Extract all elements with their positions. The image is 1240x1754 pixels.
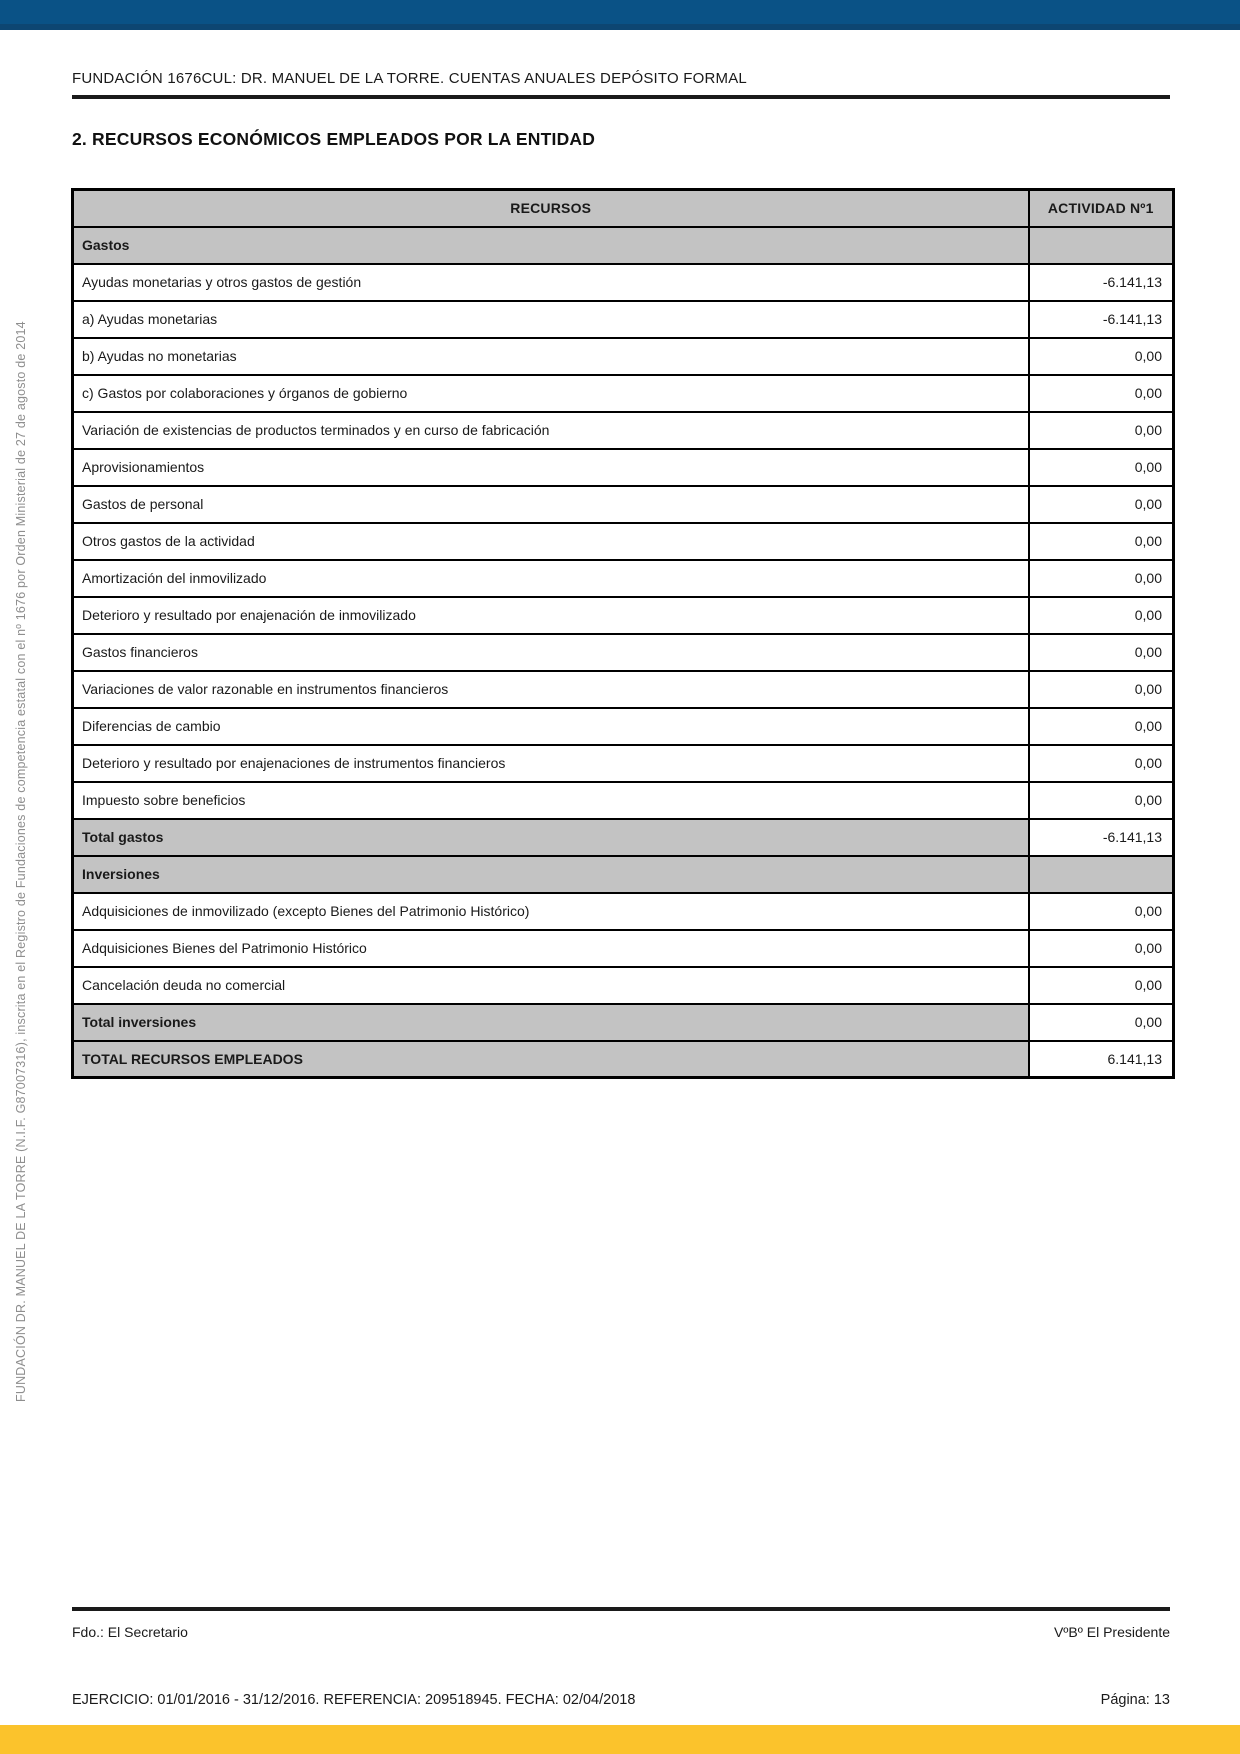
row-label: Deterioro y resultado por enajenaciones de instrumentos financieros xyxy=(73,745,1029,782)
row-value: -6.141,13 xyxy=(1029,264,1174,301)
row-value: 0,00 xyxy=(1029,782,1174,819)
row-label: Impuesto sobre beneficios xyxy=(73,782,1029,819)
table-body xyxy=(73,227,1174,1078)
table-header-row xyxy=(73,190,1174,227)
row-label: Total inversiones xyxy=(73,1004,1029,1041)
row-value: 0,00 xyxy=(1029,486,1174,523)
row-label: b) Ayudas no monetarias xyxy=(73,338,1029,375)
row-value: 0,00 xyxy=(1029,449,1174,486)
table-row xyxy=(73,671,1174,708)
footer-info-row xyxy=(72,1692,1170,1708)
row-value: 0,00 xyxy=(1029,967,1174,1004)
table-row xyxy=(73,338,1174,375)
table-row xyxy=(73,449,1174,486)
column-header-recursos: RECURSOS xyxy=(73,190,1029,227)
table-row xyxy=(73,819,1174,856)
row-label: Adquisiciones de inmovilizado (excepto Bienes del Patrimonio Histórico) xyxy=(73,893,1029,930)
row-value: 0,00 xyxy=(1029,560,1174,597)
row-label: Amortización del inmovilizado xyxy=(73,560,1029,597)
exercise-reference-date-line: EJERCICIO: 01/01/2016 - 31/12/2016. REFERENCIA: 209518945. FECHA: 02/04/2018 xyxy=(72,1692,636,1708)
table-row xyxy=(73,745,1174,782)
row-value: 0,00 xyxy=(1029,930,1174,967)
row-label: Adquisiciones Bienes del Patrimonio Histórico xyxy=(73,930,1029,967)
page-number: Página: 13 xyxy=(1100,1692,1170,1708)
row-value: -6.141,13 xyxy=(1029,301,1174,338)
row-value: 0,00 xyxy=(1029,708,1174,745)
table-row xyxy=(73,560,1174,597)
column-header-actividad: ACTIVIDAD Nº1 xyxy=(1029,190,1174,227)
table-row xyxy=(73,227,1174,264)
table-row xyxy=(73,782,1174,819)
table-row xyxy=(73,486,1174,523)
row-label: Deterioro y resultado por enajenación de inmovilizado xyxy=(73,597,1029,634)
table-row xyxy=(73,1004,1174,1041)
table-row xyxy=(73,523,1174,560)
row-label: Gastos de personal xyxy=(73,486,1029,523)
row-label: Otros gastos de la actividad xyxy=(73,523,1029,560)
row-value xyxy=(1029,227,1174,264)
table-row xyxy=(73,375,1174,412)
table-row xyxy=(73,301,1174,338)
row-value: 0,00 xyxy=(1029,412,1174,449)
table-row xyxy=(73,708,1174,745)
row-value: 0,00 xyxy=(1029,893,1174,930)
registry-side-note: FUNDACIÓN DR. MANUEL DE LA TORRE (N.I.F. G87007316), inscrita en el Registro de Fundaciones de competencia estatal con el nº 1676 por Orden Ministerial de 27 de agosto de 2014 xyxy=(14,321,28,1402)
row-value: -6.141,13 xyxy=(1029,819,1174,856)
bottom-yellow-band xyxy=(0,1725,1240,1754)
row-label: Variaciones de valor razonable en instrumentos financieros xyxy=(73,671,1029,708)
president-signature-label: VºBº El Presidente xyxy=(1053,1624,1170,1640)
row-label: a) Ayudas monetarias xyxy=(73,301,1029,338)
row-value: 0,00 xyxy=(1029,523,1174,560)
table-row xyxy=(73,1041,1174,1078)
row-label: Ayudas monetarias y otros gastos de gestión xyxy=(73,264,1029,301)
row-label: TOTAL RECURSOS EMPLEADOS xyxy=(73,1041,1029,1078)
table-row xyxy=(73,967,1174,1004)
row-label: Variación de existencias de productos terminados y en curso de fabricación xyxy=(73,412,1029,449)
row-value: 0,00 xyxy=(1029,338,1174,375)
signature-row xyxy=(72,1624,1170,1640)
document-header-title: FUNDACIÓN 1676CUL: DR. MANUEL DE LA TORRE. CUENTAS ANUALES DEPÓSITO FORMAL xyxy=(72,70,747,87)
row-value: 0,00 xyxy=(1029,597,1174,634)
row-label: Total gastos xyxy=(73,819,1029,856)
row-value xyxy=(1029,856,1174,893)
top-blue-band-dark-strip xyxy=(0,24,1240,30)
table-row xyxy=(73,856,1174,893)
row-value: 0,00 xyxy=(1029,671,1174,708)
secretary-signature-label: Fdo.: El Secretario xyxy=(72,1624,188,1640)
row-label: Cancelación deuda no comercial xyxy=(73,967,1029,1004)
table-row xyxy=(73,930,1174,967)
top-blue-band xyxy=(0,0,1240,30)
recursos-table-container xyxy=(71,188,1175,1079)
table-row xyxy=(73,597,1174,634)
row-label: Inversiones xyxy=(73,856,1029,893)
footer-divider-rule xyxy=(72,1607,1170,1611)
row-value: 0,00 xyxy=(1029,634,1174,671)
row-label: Gastos financieros xyxy=(73,634,1029,671)
table-row xyxy=(73,264,1174,301)
recursos-table xyxy=(71,188,1175,1079)
row-label: Diferencias de cambio xyxy=(73,708,1029,745)
table-row xyxy=(73,412,1174,449)
row-label: c) Gastos por colaboraciones y órganos de gobierno xyxy=(73,375,1029,412)
row-value: 0,00 xyxy=(1029,375,1174,412)
table-row xyxy=(73,634,1174,671)
row-value: 0,00 xyxy=(1029,1004,1174,1041)
row-value: 6.141,13 xyxy=(1029,1041,1174,1078)
header-divider-rule xyxy=(72,95,1170,99)
section-title: 2. RECURSOS ECONÓMICOS EMPLEADOS POR LA ENTIDAD xyxy=(72,129,596,149)
table-row xyxy=(73,893,1174,930)
row-value: 0,00 xyxy=(1029,745,1174,782)
row-label: Aprovisionamientos xyxy=(73,449,1029,486)
row-label: Gastos xyxy=(73,227,1029,264)
